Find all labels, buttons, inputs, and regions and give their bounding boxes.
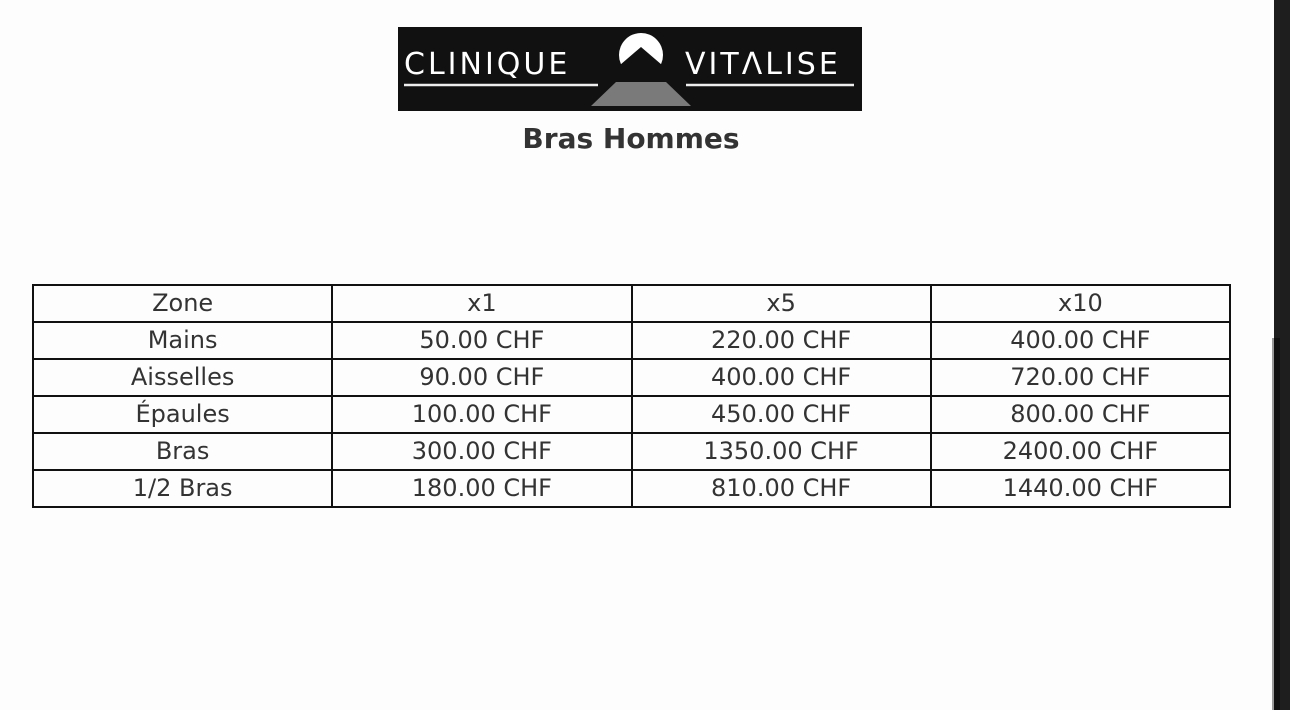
table-cell: 1350.00 CHF: [632, 433, 931, 470]
table-header-row: [33, 285, 1230, 322]
table-cell: 300.00 CHF: [332, 433, 631, 470]
table-cell: 400.00 CHF: [632, 359, 931, 396]
table-cell: 720.00 CHF: [931, 359, 1230, 396]
table-cell: 220.00 CHF: [632, 322, 931, 359]
table-row: [33, 396, 1230, 433]
table-cell: 810.00 CHF: [632, 470, 931, 507]
header-cell: x1: [332, 285, 631, 322]
table-cell: 180.00 CHF: [332, 470, 631, 507]
table-cell: 90.00 CHF: [332, 359, 631, 396]
table-cell: Mains: [33, 322, 332, 359]
table-cell: 450.00 CHF: [632, 396, 931, 433]
table-cell: Bras: [33, 433, 332, 470]
header-cell: Zone: [33, 285, 332, 322]
table-cell: 50.00 CHF: [332, 322, 631, 359]
table-row: [33, 433, 1230, 470]
table-row: [33, 470, 1230, 507]
clinic-logo: [398, 27, 862, 111]
table-cell: 1440.00 CHF: [931, 470, 1230, 507]
table-cell: 400.00 CHF: [931, 322, 1230, 359]
logo-left-word: CLINIQUE: [404, 47, 571, 82]
table-cell: Aisselles: [33, 359, 332, 396]
table-row: [33, 322, 1230, 359]
page-title: Bras Hommes: [522, 122, 740, 155]
table-cell: 100.00 CHF: [332, 396, 631, 433]
logo-right-word: VITΛLISE: [685, 47, 841, 82]
price-table: [32, 284, 1231, 508]
header-cell: x5: [632, 285, 931, 322]
table-cell: 2400.00 CHF: [931, 433, 1230, 470]
table-cell: 800.00 CHF: [931, 396, 1230, 433]
scrollbar-thumb[interactable]: [1272, 338, 1280, 710]
table-cell: 1/2 Bras: [33, 470, 332, 507]
table-row: [33, 359, 1230, 396]
table-cell: Épaules: [33, 396, 332, 433]
header-cell: x10: [931, 285, 1230, 322]
